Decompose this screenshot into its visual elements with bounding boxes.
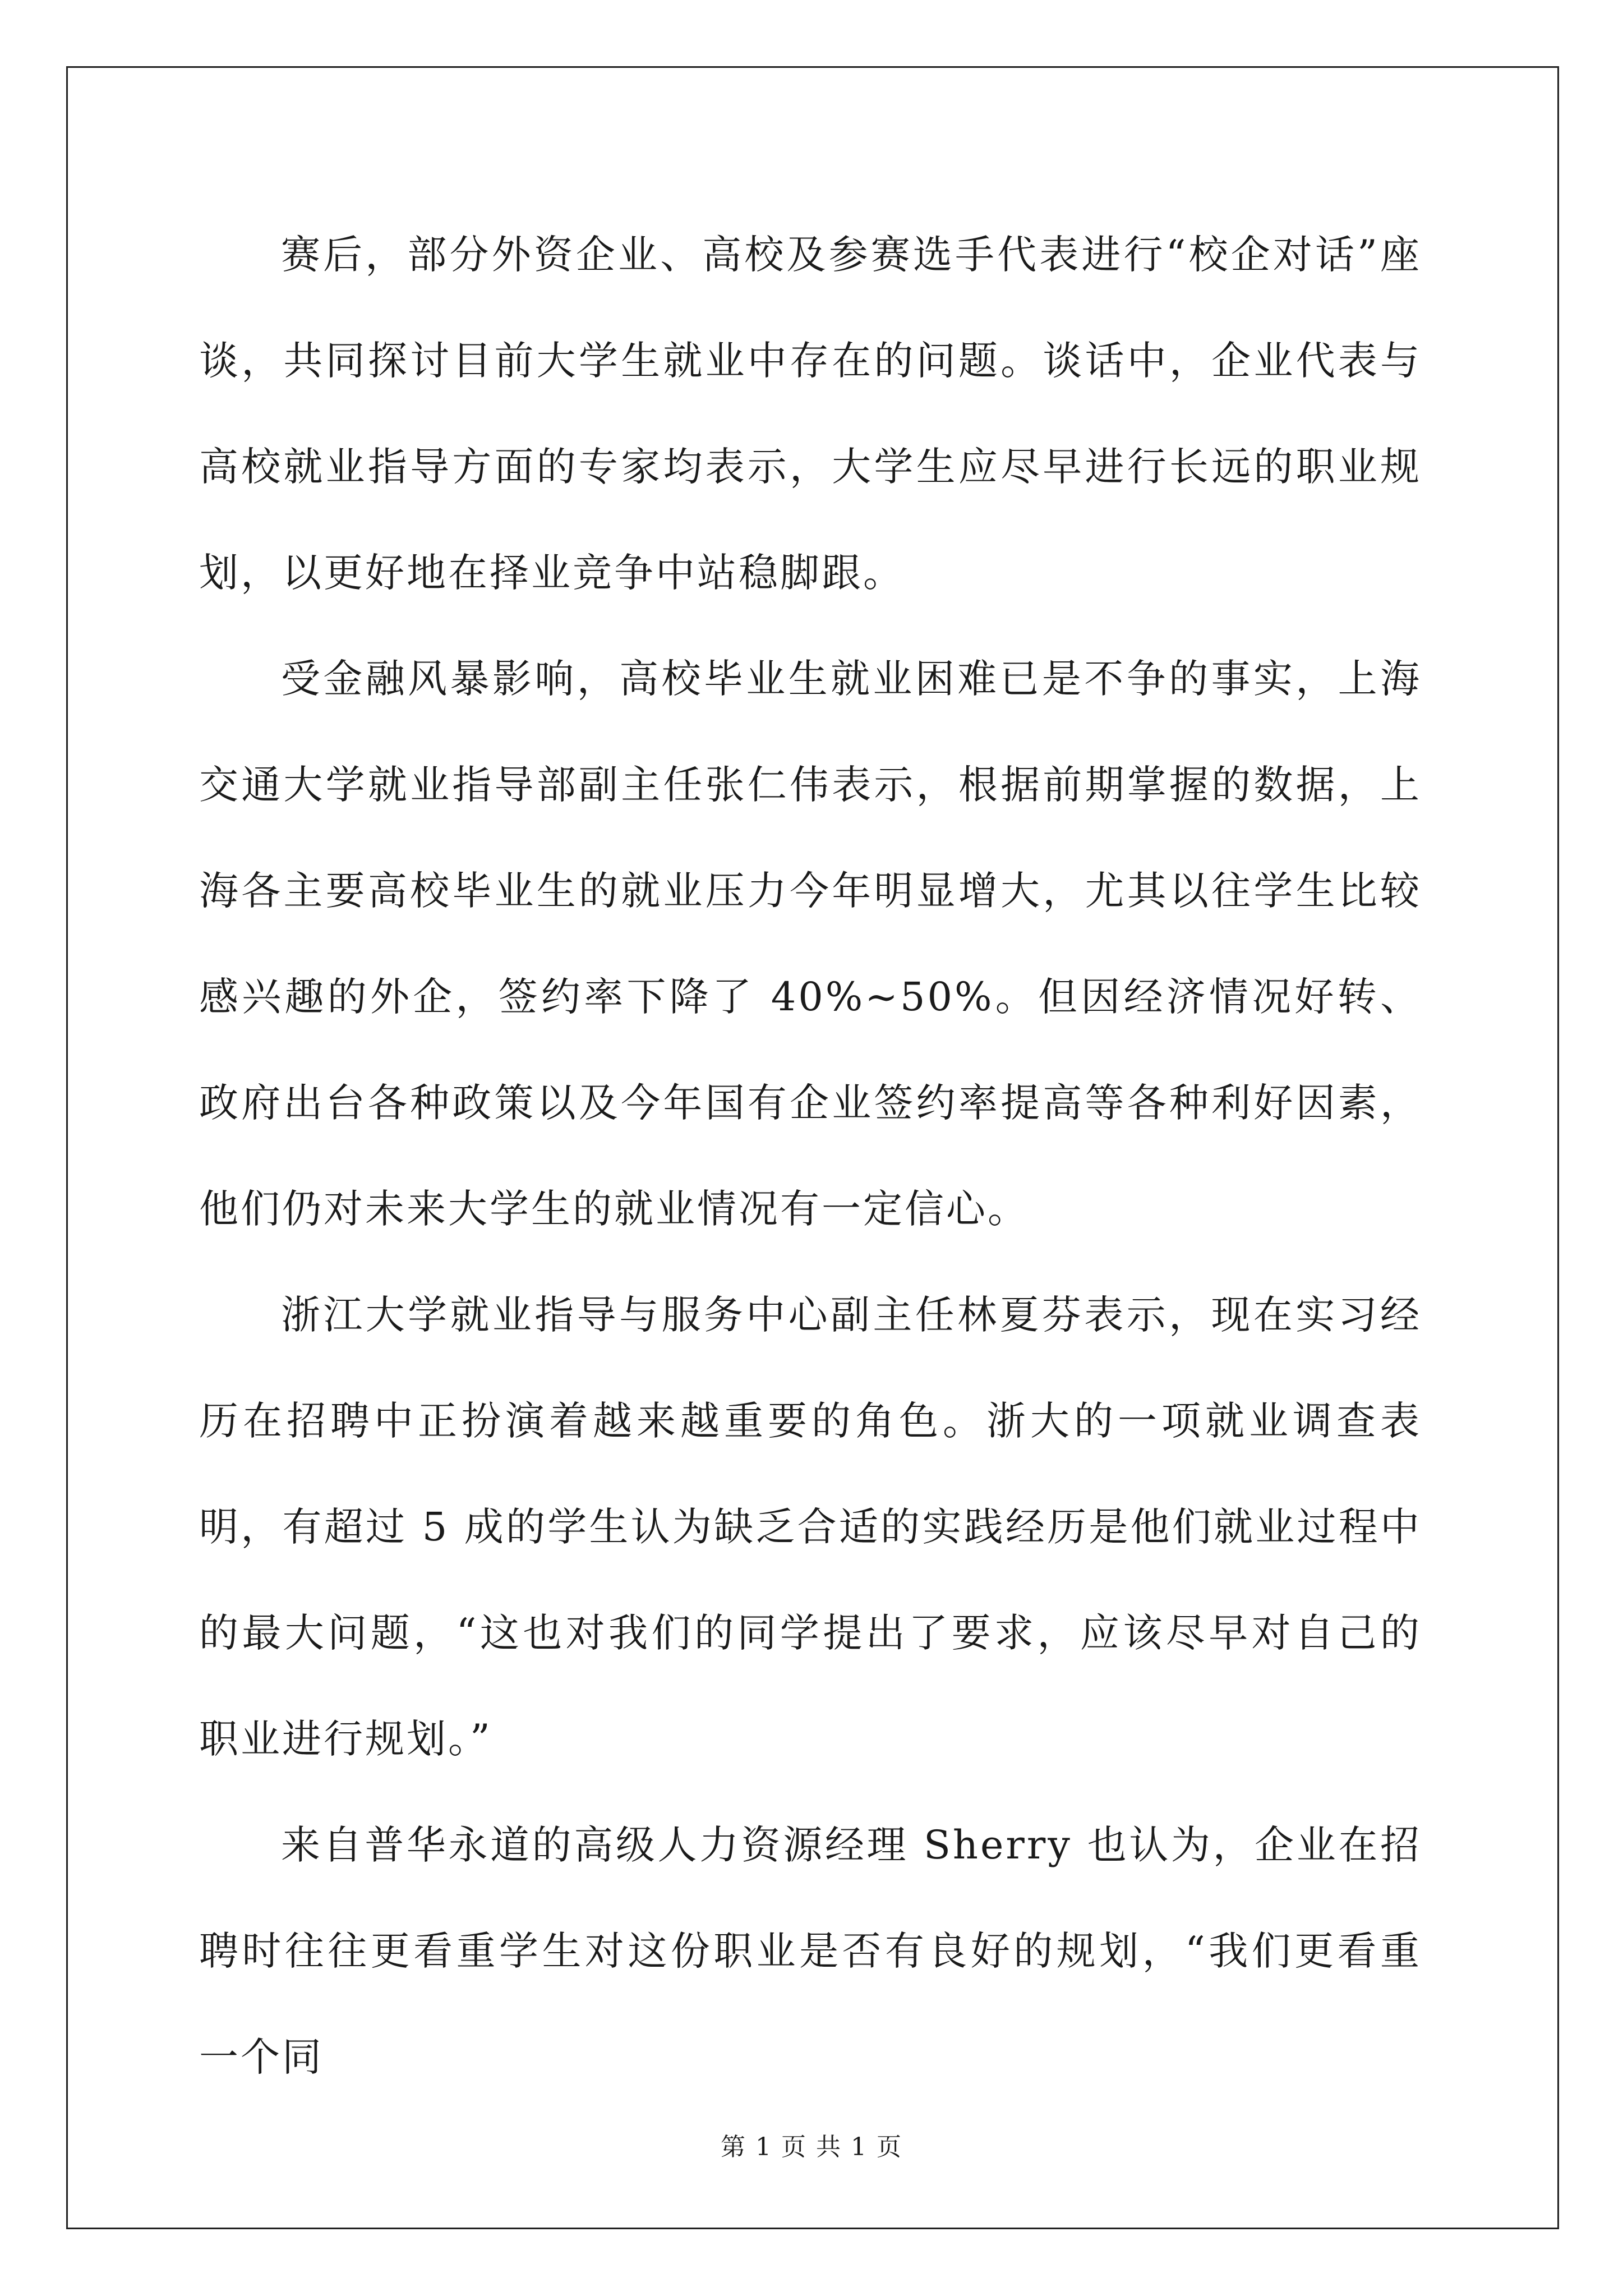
document-body (199, 202, 1422, 2110)
paragraph-2: 受金融风暴影响，高校毕业生就业困难已是不争的事实，上海交通大学就业指导部副主任张仁伟表示，根据前期掌握的数据，上海各主要高校毕业生的就业压力今年明显增大，尤其以往学生比较感兴趣的外企，签约率下降了 40%~50%。但因经济情况好转、政府出台各种政策以及今年国有企业签约率提高等各种利好因素，他们仍对未来大学生的就业情况有一定信心。 (199, 656, 1422, 1232)
paragraph-4: 来自普华永道的高级人力资源经理 Sherry 也认为，企业在招聘时往往更看重学生对这份职业是否有良好的规划，“我们更看重一个同 (199, 1822, 1422, 2080)
page-footer: 第 1 页 共 1 页 (721, 2133, 902, 2161)
paragraph-3: 浙江大学就业指导与服务中心副主任林夏芬表示，现在实习经历在招聘中正扮演着越来越重要的角色。浙大的一项就业调查表明，有超过 5 成的学生认为缺乏合适的实践经历是他们就业过程中的最大问题，“这也对我们的同学提出了要求，应该尽早对自己的职业进行规划。” (199, 1292, 1422, 1762)
paragraph-1: 赛后，部分外资企业、高校及参赛选手代表进行“校企对话”座谈，共同探讨目前大学生就业中存在的问题。谈话中，企业代表与高校就业指导方面的专家均表示，大学生应尽早进行长远的职业规划，以更好地在择业竞争中站稳脚跟。 (199, 232, 1422, 596)
